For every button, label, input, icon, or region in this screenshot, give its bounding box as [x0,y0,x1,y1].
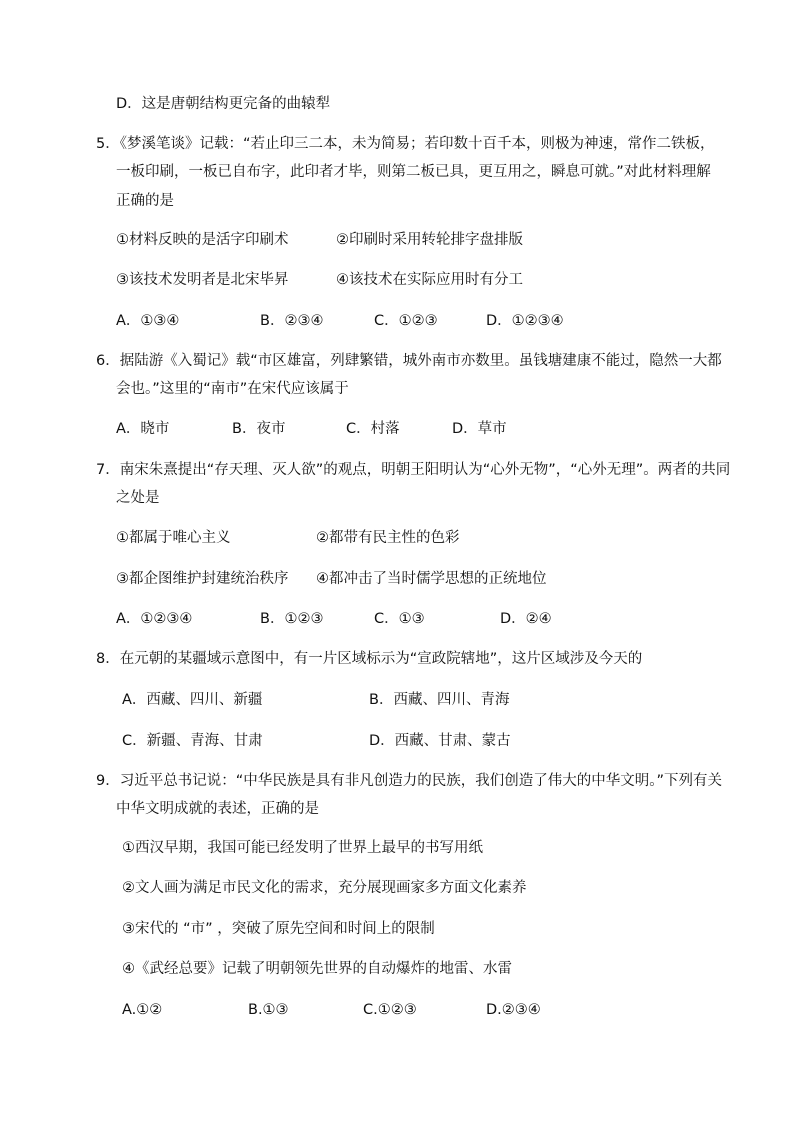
q7-item-3: ③都企图维护封建统治秩序 [116,571,289,587]
q9-stem-line-2: 中华文明成就的表述，正确的是 [116,801,319,817]
q9-item-4: ④《武经总要》记载了明朝领先世界的自动爆炸的地雷、水雷 [122,961,512,977]
q5-stem-line-3: 正确的是 [116,193,174,209]
q6-option-c: C．村落 [346,421,400,437]
q7-option-d: D．②④ [500,611,552,627]
q9-options [0,1000,794,1020]
q8-option-a: A．西藏、四川、新疆 [122,692,263,708]
q6-stem-line-1: 6．据陆游《入蜀记》载“市区雄富，列肆繁错，城外南市亦数里。虽钱塘建康不能过，隐然一大都 [96,353,722,369]
q7-option-c: C．①③ [374,611,425,627]
q9-option-b: B.①③ [248,1002,289,1018]
q5-option-b: B．②③④ [260,313,324,329]
q5-option-a: A．①③④ [116,313,180,329]
q7-options [0,609,794,629]
q6-option-b: B．夜市 [232,421,286,437]
q5-item-4: ④该技术在实际应用时有分工 [336,272,523,288]
q5-item-3: ③该技术发明者是北宋毕昇 [116,272,289,288]
q7-option-b: B．①②③ [260,611,324,627]
q7-stem-line-1: 7．南宋朱熹提出“存天理、灭人欲”的观点，明朝王阳明认为“心外无物”，“心外无理”。两者的共同 [96,462,731,478]
q5-stem-line-2: 一板印刷，一板已自布字，此印者才毕，则第二板已具，更互用之，瞬息可就。”对此材料理解 [116,164,711,180]
q8-option-b: B．西藏、四川、青海 [369,692,510,708]
q7-stem-line-2: 之处是 [116,490,160,506]
q5-options [0,311,794,331]
q6-options [0,419,794,439]
q7-option-a: A．①②③④ [116,611,193,627]
q5-option-c: C．①②③ [374,313,438,329]
q9-option-a: A.①② [122,1002,163,1018]
q7-item-1: ①都属于唯心主义 [116,530,231,546]
q9-item-3: ③宋代的 “市” ，突破了原先空间和时间上的限制 [122,921,435,937]
q7-item-2: ②都带有民主性的色彩 [316,530,460,546]
q9-option-c: C.①②③ [363,1002,417,1018]
q5-item-2: ②印刷时采用转轮排字盘排版 [336,232,523,248]
q9-option-d: D.②③④ [486,1002,541,1018]
q8-option-d: D．西藏、甘肃、蒙古 [369,733,511,749]
q6-option-a: A．晓市 [116,421,170,437]
q5-option-d: D．①②③④ [486,313,564,329]
q8-stem: 8．在元朝的某疆域示意图中，有一片区域标示为“宣政院辖地”，这片区域涉及今天的 [96,651,643,667]
q9-item-2: ②文人画为满足市民文化的需求，充分展现画家多方面文化素养 [122,880,527,896]
q5-item-1: ①材料反映的是活字印刷术 [116,232,289,248]
q9-stem-line-1: 9．习近平总书记说：“中华民族是具有非凡创造力的民族，我们创造了伟大的中华文明。”下列有关 [96,773,722,789]
q5-stem-line-1: 5．《梦溪笔谈》记载：“若止印三二本，未为简易；若印数十百千本，则极为神速，常作二铁板， [96,136,715,152]
q9-item-1: ①西汉早期，我国可能已经发明了世界上最早的书写用纸 [122,840,483,856]
q6-option-d: D．草市 [452,421,507,437]
q7-item-4: ④都冲击了当时儒学思想的正统地位 [316,571,547,587]
q4-option-d: D．这是唐朝结构更完备的曲辕犁 [116,96,331,112]
q6-stem-line-2: 会也。”这里的“南市”在宋代应该属于 [116,381,349,397]
q8-option-c: C．新疆、青海、甘肃 [122,733,263,749]
